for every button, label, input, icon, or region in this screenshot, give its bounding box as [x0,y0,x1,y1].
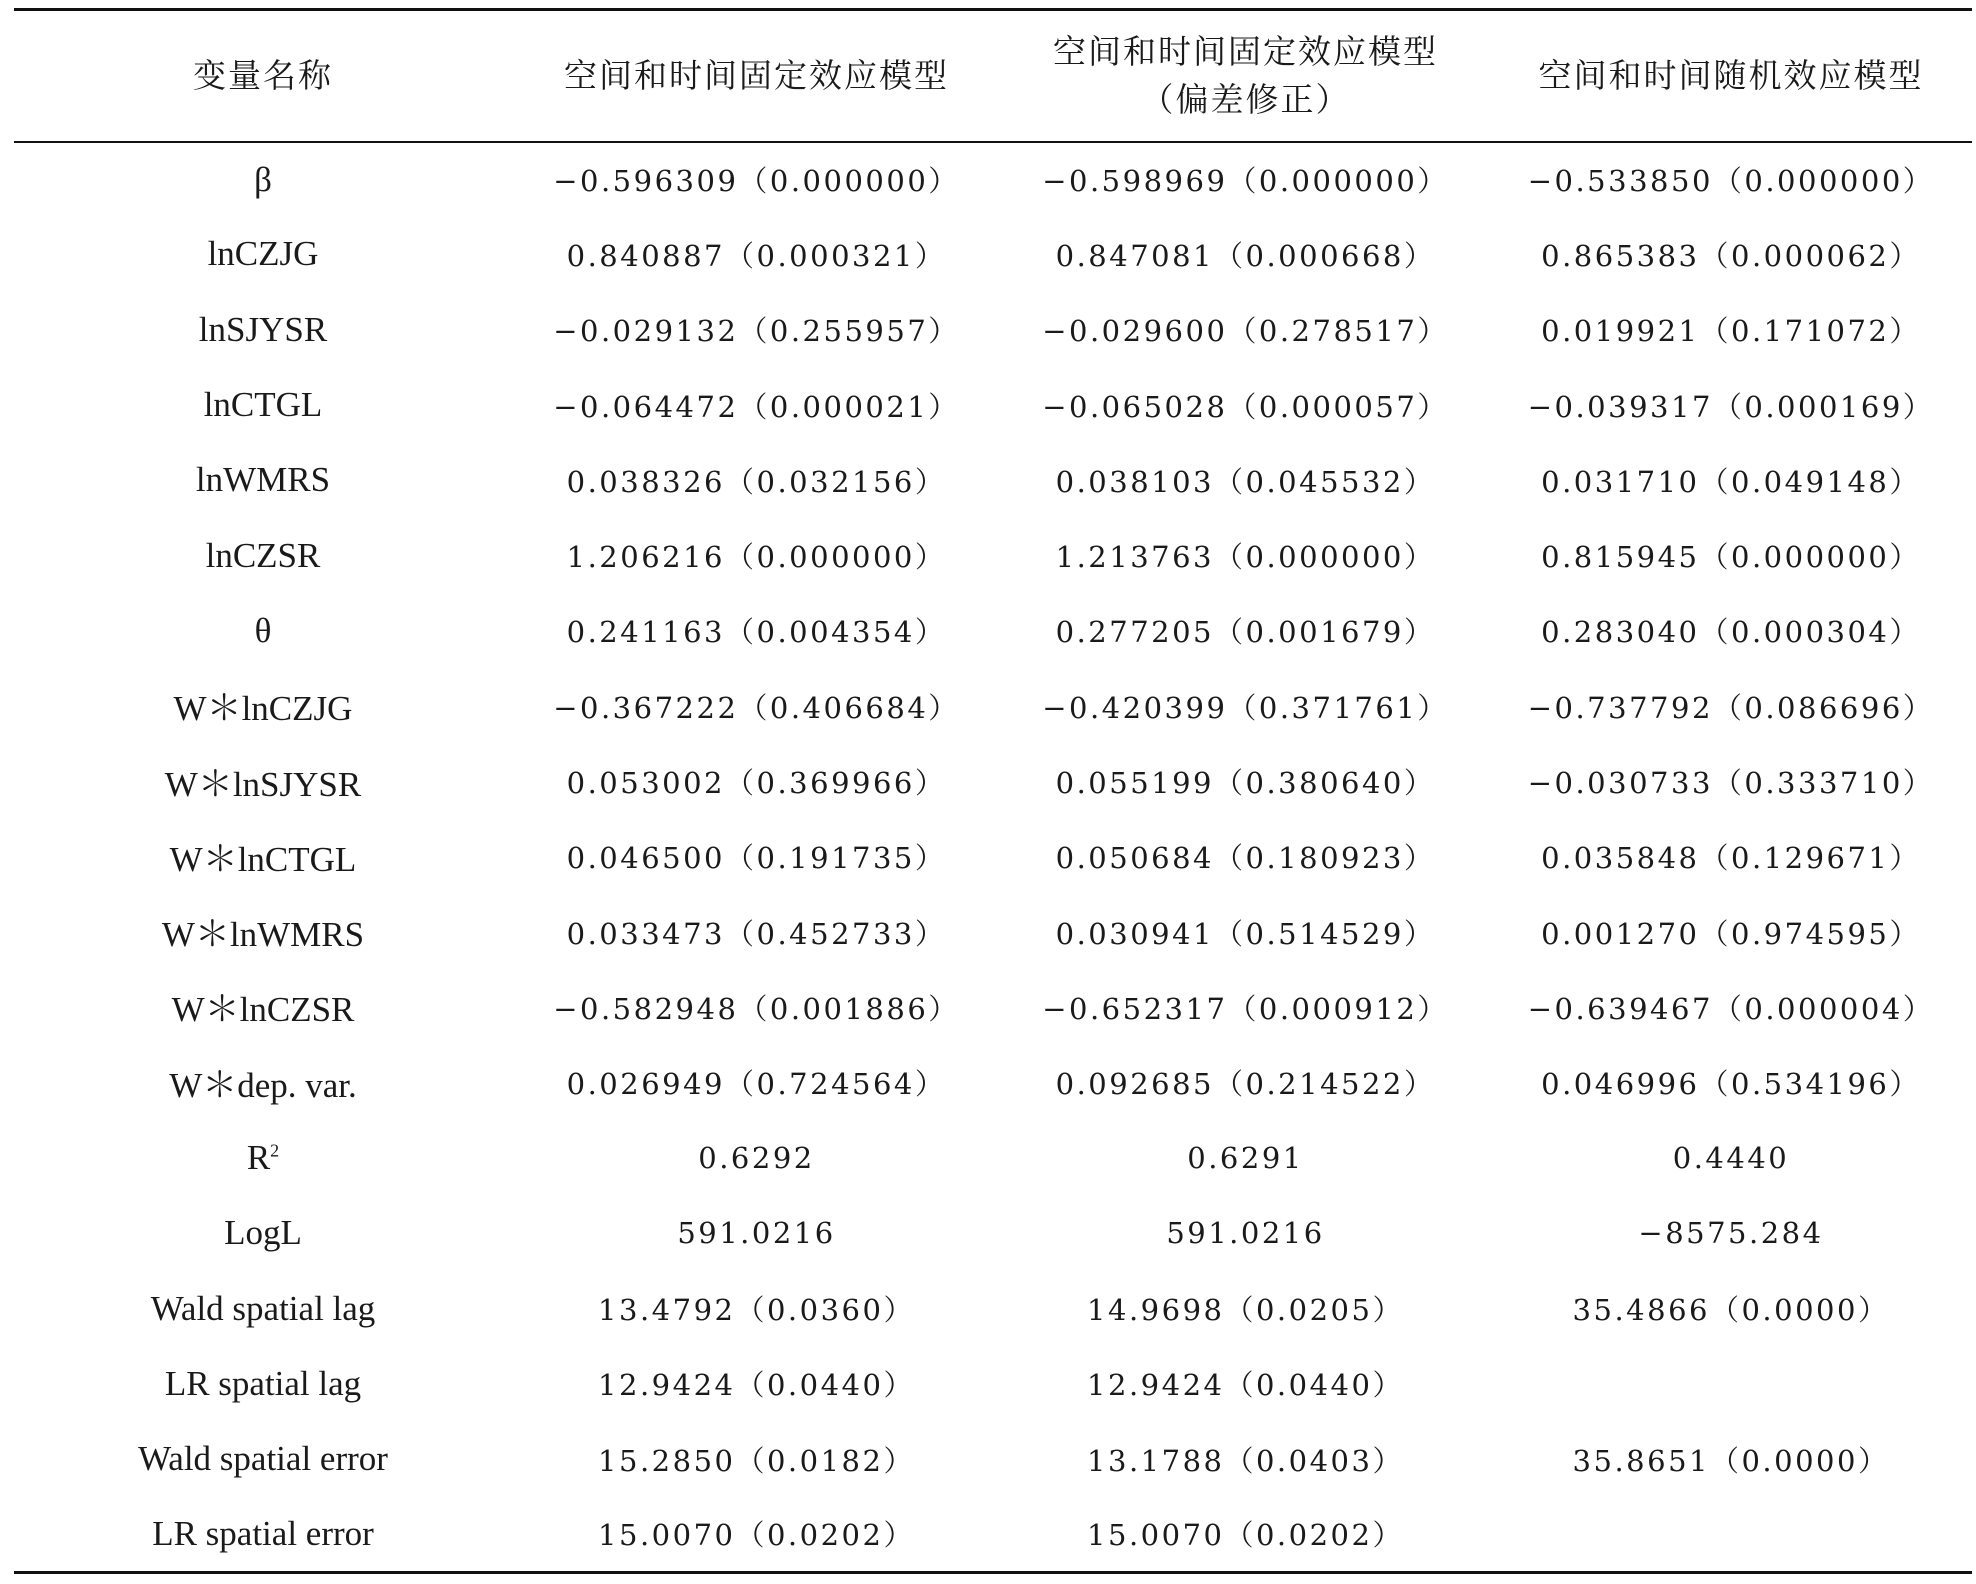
model3-value-cell: 0.046996（0.534196） [1541,1067,1921,1102]
table-row [14,593,1972,668]
model1-value-cell: 0.038326（0.032156） [566,464,947,499]
variable-name-cell [14,593,512,668]
model1-value-cell: −0.596309（0.000000） [553,164,960,199]
variable-superscript: 2 [270,1140,280,1161]
table-row [14,894,1972,969]
table-row [14,970,1972,1045]
model2-value-cell: 13.1788（0.0403） [1087,1443,1404,1478]
header-model2-line2: （偏差修正） [1140,79,1351,119]
table-row [14,1196,1972,1271]
table-row [14,443,1972,518]
model3-value-cell: 0.035848（0.129671） [1541,841,1921,876]
header-random-effects-model: 空间和时间随机效应模型 [1490,10,1972,142]
variable-name-cell [14,669,512,744]
variable-name-text: lnCZJG [207,234,319,274]
model3-value-cell: −0.533850（0.000000） [1527,164,1935,199]
table-row [14,1045,1972,1120]
header-fixed-effects-bias-corrected [1001,10,1490,142]
model2-value-cell: 0.050684（0.180923） [1055,841,1436,876]
model3-value-cell: 0.031710（0.049148） [1541,464,1921,499]
regression-table-container [14,8,1972,1574]
model2-value-cell: 15.0070（0.0202） [1001,1497,1490,1572]
model3-value-cell: −0.639467（0.000004） [1527,991,1935,1026]
variable-name-cell [14,518,512,593]
variable-name-cell [14,443,512,518]
model1-value-cell: 0.840887（0.000321） [566,238,947,273]
model1-value-cell: −0.582948（0.001886） [553,991,960,1026]
table-row [14,1422,1972,1497]
model3-value-cell [1490,1346,1972,1421]
variable-name-cell [14,1422,512,1497]
model3-value-cell: 0.283040（0.000304） [1541,615,1921,650]
model3-value-cell: −8575.284 [1638,1216,1824,1251]
table-row [14,1497,1972,1572]
model1-value-cell: −0.064472（0.000021） [553,389,960,424]
model1-value-cell: 0.046500（0.191735） [566,841,947,876]
table-row [14,819,1972,894]
model2-value-cell: 0.847081（0.000668） [1055,238,1436,273]
variable-name-text: lnSJYSR [198,309,328,349]
model1-value-cell: 0.026949（0.724564） [566,1067,947,1102]
model2-value-cell: −0.029600（0.278517） [1042,314,1449,349]
model1-value-cell: −0.367222（0.406684） [553,690,960,725]
variable-name-cell [14,970,512,1045]
variable-name-cell [14,1045,512,1120]
model3-value-cell: 0.865383（0.000062） [1541,238,1921,273]
model2-value-cell: 0.030941（0.514529） [1055,916,1436,951]
model1-value-cell: −0.029132（0.255957） [553,314,960,349]
variable-name-text: lnWMRS [195,460,331,500]
model1-value-cell: 0.6292 [698,1141,815,1175]
variable-name-text: lnCTGL [203,385,323,425]
variable-name-text: θ [254,610,272,650]
model3-value-cell: 0.815945（0.000000） [1541,540,1921,575]
model1-value-cell: 0.033473（0.452733） [566,916,947,951]
model1-value-cell: 591.0216 [677,1216,836,1251]
model2-value-cell: 0.6291 [1187,1141,1304,1175]
variable-name-text: LR spatial error [152,1513,374,1553]
model2-value-cell: −0.652317（0.000912） [1042,991,1449,1026]
model2-value-cell: 0.277205（0.001679） [1055,615,1436,650]
model3-value-cell: 0.019921（0.171072） [1541,314,1921,349]
model3-value-cell [1490,1497,1972,1572]
table-row [14,1346,1972,1421]
model2-value-cell: −0.065028（0.000057） [1042,389,1449,424]
header-variable-name: 变量名称 [14,10,512,142]
variable-name-text: LogL [224,1213,302,1253]
table-row [14,367,1972,442]
variable-name-cell [14,744,512,819]
variable-name-cell [14,1120,512,1195]
variable-name-text: W＊lnWMRS [161,915,365,955]
variable-name-text: Wald spatial lag [150,1288,376,1328]
model1-value-cell: 15.2850（0.0182） [598,1443,915,1478]
model1-value-cell: 1.206216（0.000000） [566,540,947,575]
table-row [14,217,1972,292]
model1-value-cell: 13.4792（0.0360） [598,1293,915,1328]
variable-name-cell [14,217,512,292]
variable-name-text: W＊lnCZJG [173,689,353,729]
variable-name-cell [14,1196,512,1271]
header-row [14,10,1972,142]
variable-name-text: β [254,159,272,199]
variable-name-cell [14,142,512,217]
model3-value-cell: −0.039317（0.000169） [1527,389,1935,424]
variable-name-text: W＊lnCTGL [169,839,357,879]
model3-value-cell: −0.030733（0.333710） [1527,766,1935,801]
header-model2-line1: 空间和时间固定效应模型 [1053,31,1438,71]
variable-name-text: LR spatial lag [164,1363,362,1403]
header-fixed-effects-model: 空间和时间固定效应模型 [512,10,1001,142]
model2-value-cell: 591.0216 [1166,1216,1325,1251]
model3-value-cell: 0.001270（0.974595） [1541,916,1921,951]
table-row [14,142,1972,217]
variable-name-text: W＊lnCZSR [171,990,355,1030]
model1-value-cell: 12.9424（0.0440） [598,1368,915,1403]
table-header [14,10,1972,142]
model1-value-cell: 0.241163（0.004354） [566,615,947,650]
variable-name-cell [14,367,512,442]
table-row [14,292,1972,367]
model2-value-cell: 0.055199（0.380640） [1055,766,1436,801]
model2-value-cell: 1.213763（0.000000） [1055,540,1436,575]
model2-value-cell: 12.9424（0.0440） [1087,1368,1404,1403]
variable-name-cell [14,1271,512,1346]
variable-name-text: W＊dep. var. [169,1065,357,1105]
model2-value-cell: 0.092685（0.214522） [1055,1067,1436,1102]
model2-value-cell: −0.420399（0.371761） [1042,690,1449,725]
table-row [14,1271,1972,1346]
variable-name-text: Wald spatial error [138,1439,388,1479]
variable-name-cell [14,819,512,894]
regression-results-table [14,8,1972,1574]
table-row [14,518,1972,593]
model3-value-cell: 35.4866（0.0000） [1572,1293,1890,1328]
variable-name-text: lnCZSR [205,535,321,575]
variable-name-text: R [246,1138,271,1177]
variable-name-cell [14,894,512,969]
table-row [14,1120,1972,1195]
model3-value-cell: 35.8651（0.0000） [1572,1443,1890,1478]
table-row [14,669,1972,744]
variable-name-cell [14,1346,512,1421]
table-body [14,142,1972,1573]
model2-value-cell: −0.598969（0.000000） [1042,164,1449,199]
table-row [14,744,1972,819]
model3-value-cell: 0.4440 [1672,1141,1790,1175]
variable-name-cell [14,292,512,367]
model2-value-cell: 0.038103（0.045532） [1055,464,1436,499]
variable-name-cell [14,1497,512,1572]
model1-value-cell: 15.0070（0.0202） [512,1497,1001,1572]
model2-value-cell: 14.9698（0.0205） [1087,1293,1404,1328]
variable-name-text: W＊lnSJYSR [164,764,362,804]
model1-value-cell: 0.053002（0.369966） [566,766,947,801]
model3-value-cell: −0.737792（0.086696） [1527,690,1935,725]
